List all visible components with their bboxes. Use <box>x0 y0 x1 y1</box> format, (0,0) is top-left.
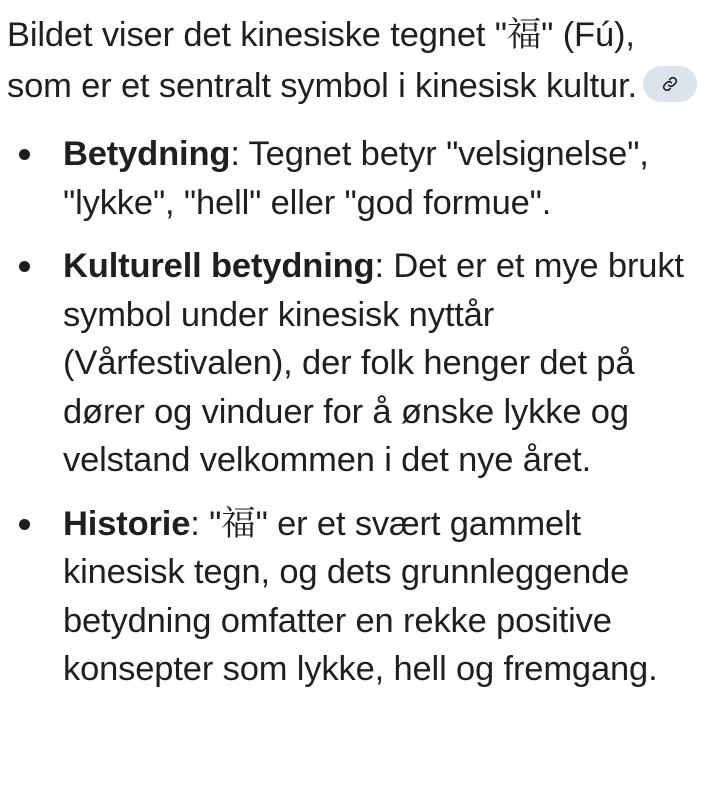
bullet-term: Kulturell betydning <box>63 247 375 285</box>
bullet-term: Historie <box>63 504 191 543</box>
bullet-point <box>19 149 30 160</box>
bullet-text: : Det er et mye brukt symbol under kinesisk nyttår (Vårfestivalen), der folk henger det på dører og vinduer for å ønske lykke og velstand velkommen i det nye året. <box>63 247 684 479</box>
link-icon <box>662 76 678 92</box>
list-item <box>7 242 698 485</box>
list-item <box>7 500 698 694</box>
bullet-term: Betydning <box>63 135 231 173</box>
list-item <box>7 130 698 227</box>
bullet-text: : Tegnet betyr "velsignelse", "lykke", "hell" eller "god formue". <box>63 135 649 222</box>
intro-paragraph <box>7 10 698 112</box>
bullet-text: : "福" er et svært gammelt kinesisk tegn, og dets grunnleggende betydning omfatter en rekke positive konsepter som lykke, hell og fremgang. <box>63 504 658 688</box>
bullet-list <box>7 130 698 694</box>
source-link-chip[interactable] <box>643 66 697 102</box>
intro-text: Bildet viser det kinesiske tegnet "福" (Fú), som er et sentralt symbol i kinesisk kultur. <box>7 16 637 105</box>
bullet-point <box>19 519 30 530</box>
bullet-point <box>19 261 30 272</box>
